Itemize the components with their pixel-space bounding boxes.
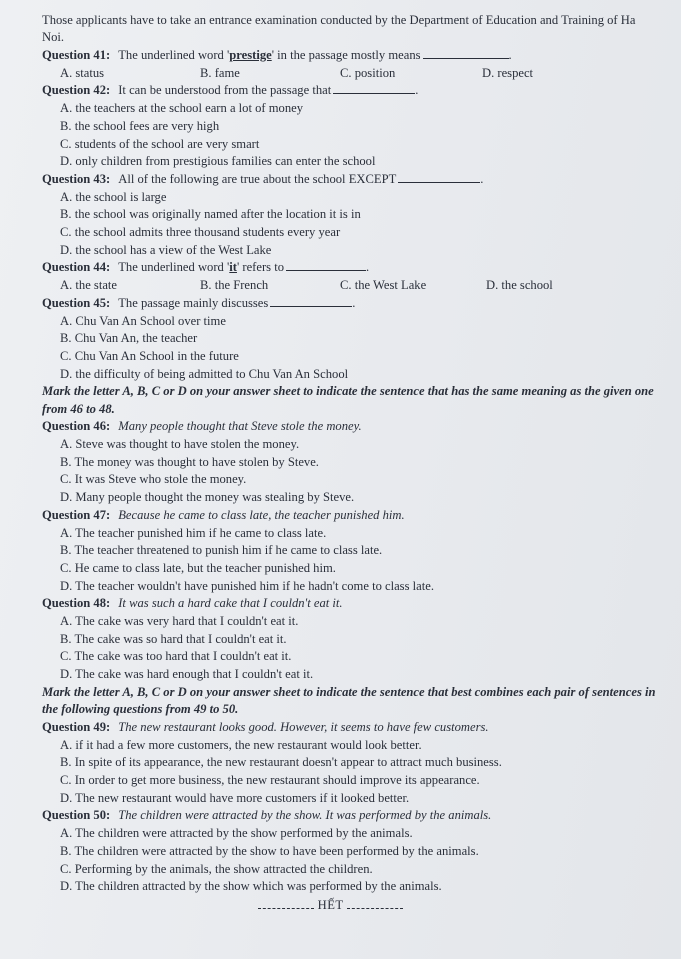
- divider: [347, 900, 403, 909]
- divider: [258, 900, 314, 909]
- option: B. The cake was so hard that I couldn't eat it.: [60, 631, 287, 646]
- option: C. position: [340, 65, 396, 80]
- option: D. Many people thought the money was stealing by Steve.: [60, 490, 355, 505]
- option: C. He came to class late, but the teacher punished him.: [60, 560, 336, 575]
- option: D. the school has a view of the West Lake: [60, 242, 272, 257]
- option: B. fame: [200, 65, 240, 80]
- option: A. The cake was very hard that I couldn't eat it.: [60, 614, 299, 629]
- question-text: Many people thought that Steve stole the money.: [118, 419, 362, 434]
- option: D. the school: [486, 278, 553, 293]
- question-text-before: The underlined word ': [118, 48, 230, 62]
- question-text: The children were attracted by the show. It was performed by the animals.: [118, 808, 492, 823]
- option: D. only children from prestigious families can enter the school: [60, 154, 376, 169]
- option: A. Steve was thought to have stolen the money.: [60, 437, 300, 452]
- question-text: The passage mainly discusses: [118, 295, 269, 310]
- option: C. Performing by the animals, the show attracted the children.: [60, 861, 373, 876]
- option: C. In order to get more business, the new restaurant should improve its appearance.: [60, 772, 480, 787]
- question-label: Question 50:: [42, 808, 111, 823]
- answer-blank: [270, 295, 352, 307]
- question-46: [42, 418, 659, 436]
- question-42: Question 42: It can be understood from the passage that .: [42, 83, 419, 98]
- question-text: The new restaurant looks good. However, it seems to have few customers.: [118, 719, 489, 734]
- option: D. The cake was hard enough that I couldn't eat it.: [60, 667, 314, 682]
- option: B. In spite of its appearance, the new restaurant doesn't appear to attract much business.: [60, 755, 502, 770]
- answer-blank: [398, 171, 480, 183]
- question-text: All of the following are true about the school EXCEPT: [118, 171, 397, 186]
- question-45: Question 45: The passage mainly discusses .: [42, 295, 356, 310]
- underlined-keyword: prestige: [229, 48, 272, 62]
- option: C. It was Steve who stole the money.: [60, 472, 247, 487]
- question-label: Question 43:: [42, 171, 111, 186]
- option: D. the difficulty of being admitted to Chu Van An School: [60, 366, 349, 381]
- question-50: [42, 807, 659, 825]
- question-41: Question 41: The underlined word 'prestige' in the passage mostly means .: [42, 48, 512, 62]
- question-48: [42, 595, 659, 613]
- option: B. The children were attracted by the show to have been performed by the animals.: [60, 843, 479, 858]
- question-label: Question 47:: [42, 507, 111, 522]
- question-label: Question 45:: [42, 295, 111, 310]
- option: A. The teacher punished him if he came to class late.: [60, 525, 327, 540]
- question-label: Question 44:: [42, 260, 111, 275]
- option: C. the school admits three thousand students every year: [60, 225, 341, 240]
- question-text: Because he came to class late, the teacher punished him.: [118, 507, 405, 522]
- option: A. status: [60, 65, 105, 80]
- option: B. the school was originally named after the location it is in: [60, 207, 361, 222]
- question-label: Question 49:: [42, 719, 111, 734]
- question-text-before: The underlined word ': [118, 260, 230, 275]
- answer-blank: [333, 82, 415, 94]
- option: D. respect: [482, 65, 534, 80]
- question-label: Question 41:: [42, 48, 111, 62]
- question-text-after: ' refers to: [236, 260, 285, 275]
- option: C. Chu Van An School in the future: [60, 348, 239, 363]
- question-text: It can be understood from the passage that: [118, 83, 332, 98]
- q41-options: [42, 65, 659, 83]
- option: B. Chu Van An, the teacher: [60, 331, 198, 346]
- question-text: It was such a hard cake that I couldn't eat it.: [118, 596, 343, 611]
- option: C. students of the school are very smart: [60, 136, 260, 151]
- option: A. if it had a few more customers, the new restaurant would look better.: [60, 737, 422, 752]
- section-instruction: Mark the letter A, B, C or D on your answer sheet to indicate the sentence that has the same meaning as the given one from 46 to 48.: [42, 384, 654, 416]
- option: A. the school is large: [60, 189, 167, 204]
- q44-options: [42, 277, 659, 295]
- option: A. The children were attracted by the show performed by the animals.: [60, 826, 413, 841]
- question-label: Question 46:: [42, 419, 111, 434]
- option: A. Chu Van An School over time: [60, 313, 226, 328]
- question-43: Question 43: All of the following are true about the school EXCEPT .: [42, 171, 484, 186]
- end-marker: [42, 897, 659, 915]
- answer-blank: [423, 47, 509, 59]
- section-instruction: Mark the letter A, B, C or D on your answer sheet to indicate the sentence that best combines each pair of sentences in the following questions from 49 to 50.: [42, 684, 656, 717]
- question-47: [42, 507, 659, 525]
- passage-intro: Those applicants have to take an entrance examination conducted by the Department of Education and Training of Ha Noi.: [42, 13, 636, 44]
- option: B. the school fees are very high: [60, 118, 220, 133]
- option: D. The new restaurant would have more customers if it looked better.: [60, 790, 410, 805]
- question-label: Question 48:: [42, 596, 111, 611]
- option: C. The cake was too hard that I couldn't eat it.: [60, 649, 292, 664]
- answer-blank: [286, 259, 366, 271]
- question-label: Question 42:: [42, 83, 111, 98]
- option: C. the West Lake: [340, 278, 427, 293]
- question-text-after: ' in the passage mostly means: [271, 48, 421, 62]
- option: B. the French: [200, 278, 269, 293]
- end-text: HẾT: [317, 897, 344, 912]
- option: D. The children attracted by the show which was performed by the animals.: [60, 879, 442, 894]
- option: B. The teacher threatened to punish him if he came to class late.: [60, 543, 383, 558]
- question-49: [42, 719, 659, 737]
- option: B. The money was thought to have stolen by Steve.: [60, 454, 319, 469]
- question-44: Question 44: The underlined word 'it' refers to .: [42, 260, 370, 275]
- option: D. The teacher wouldn't have punished him if he hadn't come to class late.: [60, 578, 434, 593]
- option: A. the teachers at the school earn a lot of money: [60, 101, 304, 116]
- underlined-keyword: it: [229, 260, 237, 275]
- option: A. the state: [60, 278, 118, 293]
